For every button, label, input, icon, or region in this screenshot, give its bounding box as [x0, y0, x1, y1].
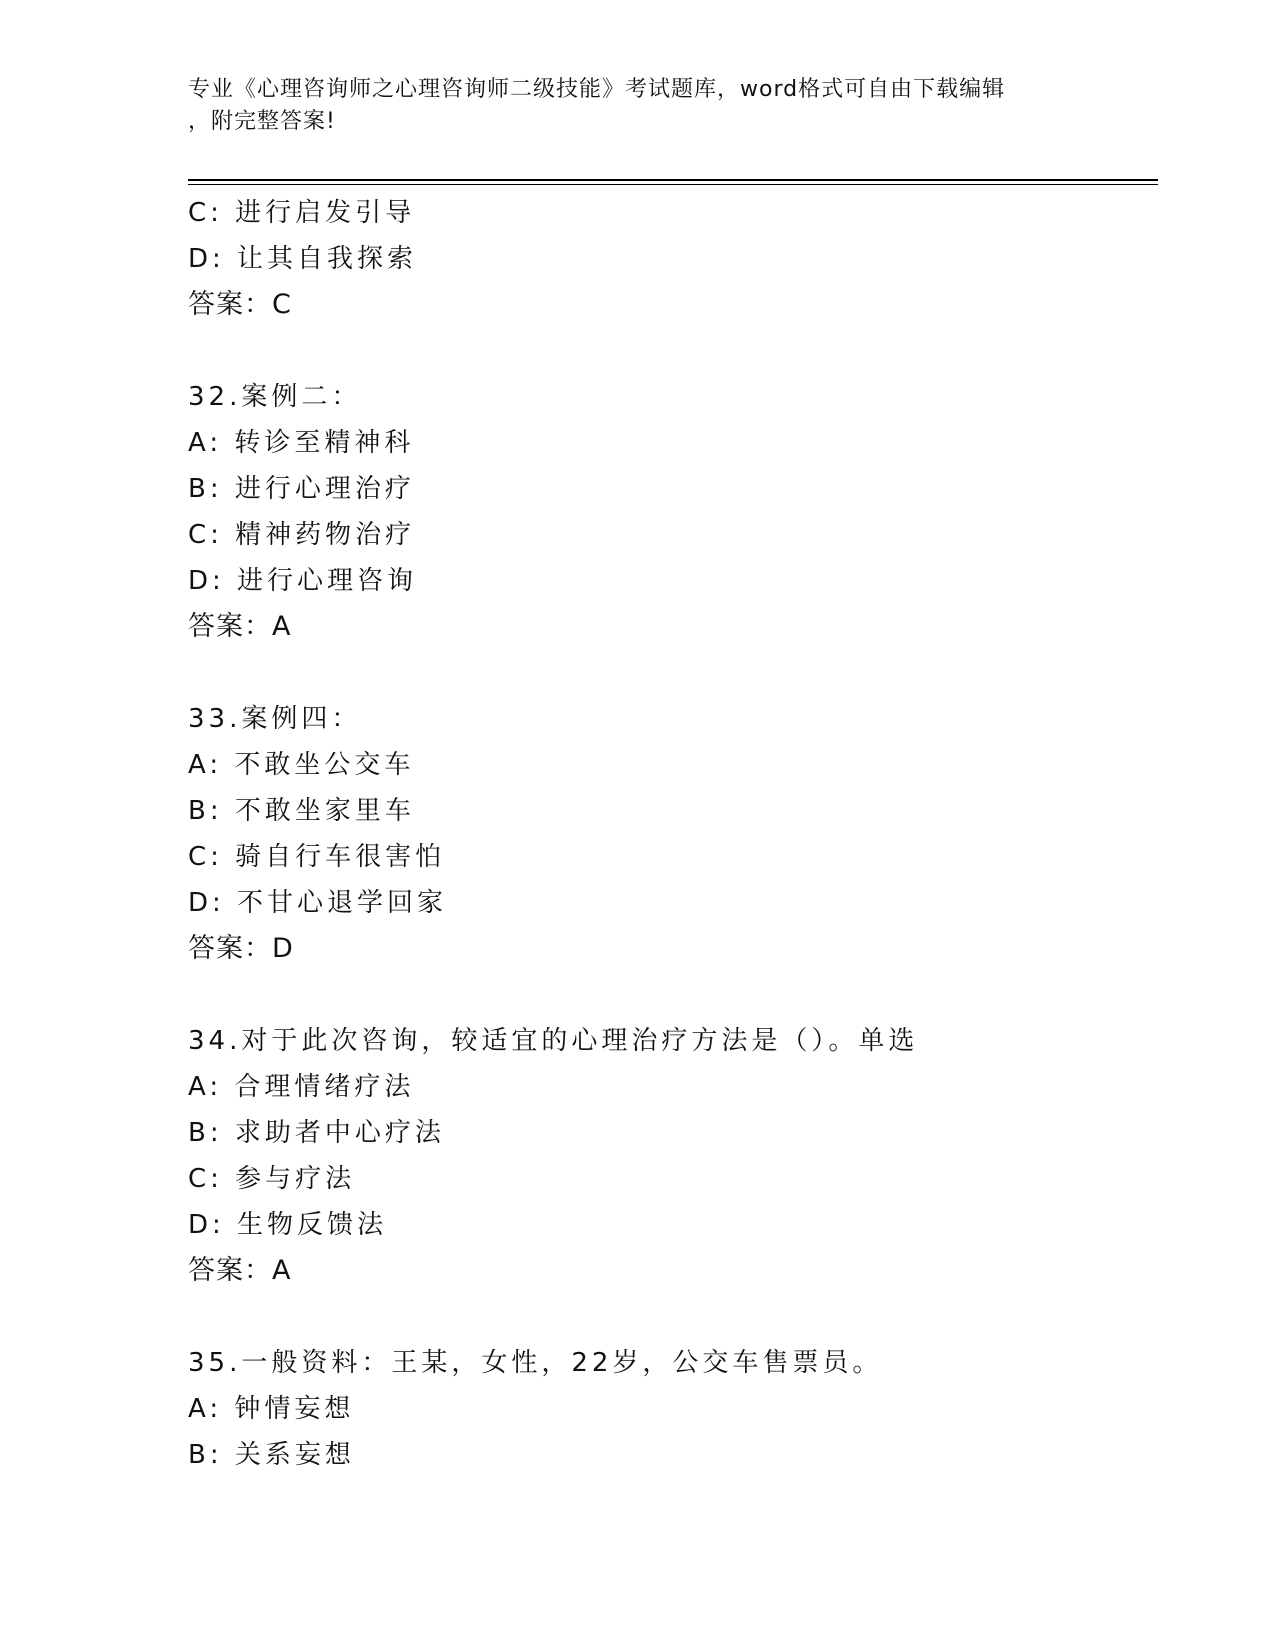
header-line-2: ，附完整答案!	[188, 109, 336, 134]
answer-line: 答案：A	[188, 1255, 292, 1286]
option-c: C: 参与疗法	[188, 1164, 356, 1194]
answer-line: 答案：A	[188, 611, 292, 642]
option-d: D: 不甘心退学回家	[188, 888, 448, 918]
question-title: 32.案例二：	[188, 382, 362, 412]
option-a: A: 合理情绪疗法	[188, 1072, 415, 1102]
option-a: A: 不敢坐公交车	[188, 750, 415, 780]
question-title: 34.对于此次咨询，较适宜的心理治疗方法是（）。单选	[188, 1026, 919, 1056]
option-b: B: 关系妄想	[188, 1440, 355, 1470]
option-c: C: 进行启发引导	[188, 198, 416, 228]
question-title: 35.一般资料：王某，女性，22岁，公交车售票员。	[188, 1348, 883, 1378]
option-c: C: 精神药物治疗	[188, 520, 416, 550]
option-d: D: 让其自我探索	[188, 244, 418, 274]
option-c: C: 骑自行车很害怕	[188, 842, 446, 872]
question-list	[188, 190, 1148, 1478]
document-header	[188, 74, 1088, 138]
option-a: A: 钟情妄想	[188, 1394, 355, 1424]
option-d: D: 进行心理咨询	[188, 566, 418, 596]
option-b: B: 求助者中心疗法	[188, 1118, 445, 1148]
option-d: D: 生物反馈法	[188, 1210, 388, 1240]
header-rule-thin	[188, 184, 1158, 185]
option-b: B: 不敢坐家里车	[188, 796, 415, 826]
answer-line: 答案：D	[188, 933, 294, 964]
answer-line: 答案：C	[188, 289, 292, 320]
option-b: B: 进行心理治疗	[188, 474, 415, 504]
header-line-1: 专业《心理咨询师之心理咨询师二级技能》考试题库，word格式可自由下载编辑	[188, 77, 1006, 102]
question-title: 33.案例四：	[188, 704, 362, 734]
header-rule-thick	[188, 179, 1158, 181]
option-a: A: 转诊至精神科	[188, 428, 415, 458]
